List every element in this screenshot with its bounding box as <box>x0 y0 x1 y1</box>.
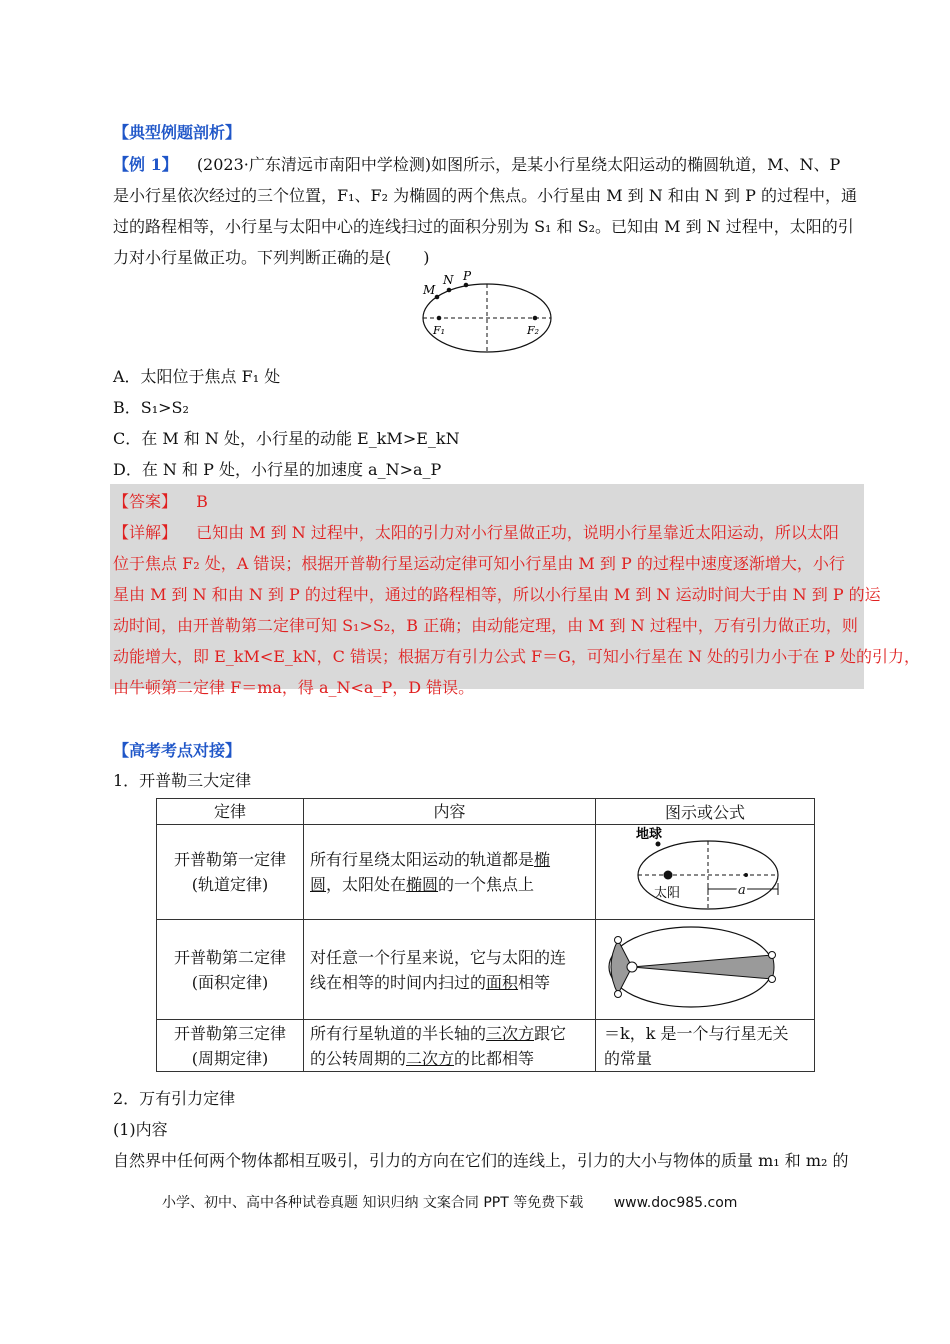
first-law-title: 开普勒第一定律 <box>173 850 286 869</box>
third-law-formula-1: ＝k，k 是一个与行星无关 <box>604 1023 789 1043</box>
point-p <box>464 283 469 288</box>
table-row-third-law <box>157 1020 815 1072</box>
planet-pos-2 <box>615 991 622 998</box>
second-law-text-2: 线在相等的时间内扫过的 <box>310 972 487 992</box>
detail-line-3: 星由 M 到 N 和由 N 到 P 的过程中，通过的路程相等，所以小行星由 M 到 N 运动时间大于由 N 到 P 的运 <box>113 585 881 604</box>
third-law-content <box>304 1020 596 1072</box>
second-law-title: 开普勒第二定律 <box>173 947 286 967</box>
option-a: A．太阳位于焦点 F₁ 处 <box>113 367 281 386</box>
answer-value: B <box>196 492 208 511</box>
second-law-text-1: 对任意一个行星来说，它与太阳的连 <box>310 947 567 967</box>
first-law-text-2: ，太阳处在 <box>326 875 407 894</box>
header-content: 内容 <box>304 799 596 825</box>
first-law-figure <box>596 825 815 920</box>
first-law-name <box>157 825 304 920</box>
option-c: C．在 M 和 N 处，小行星的动能 E_kM>E_kN <box>113 429 460 448</box>
gravitation-heading: 2．万有引力定律 <box>113 1089 236 1108</box>
focus-f1 <box>437 316 442 321</box>
label-f2: F₂ <box>527 324 540 337</box>
section-title-exam-points: 【高考考点对接】 <box>113 741 242 760</box>
detail-line-5: 动能增大，即 E_kM<E_kN，C 错误；根据万有引力公式 F＝G，可知小行星在 N 处的引力小于在 P 处的引力， <box>113 647 921 666</box>
orbit-figure <box>415 268 560 358</box>
footer <box>162 1192 737 1212</box>
second-law-area: 面积 <box>486 972 519 992</box>
third-law-text-4: 的比都相等 <box>454 1048 535 1068</box>
third-law-text-2: 跟它 <box>534 1023 567 1043</box>
second-law-alias: (面积定律) <box>191 972 269 992</box>
second-law-name <box>157 920 304 1020</box>
label-f1: F₁ <box>433 324 446 337</box>
planet-pos-1 <box>615 937 622 944</box>
earth-label: 地球 <box>636 827 663 842</box>
first-law-text-1: 所有行星绕太阳运动的轨道都是 <box>310 850 535 869</box>
detail-tag: 【详解】 <box>113 523 178 542</box>
example-line-4: 力对小行星做正功。下列判断正确的是( ) <box>113 248 430 267</box>
detail-line-1 <box>113 517 839 548</box>
detail-text-1: 已知由 M 到 N 过程中，太阳的引力对小行星做正功，说明小行星靠近太阳运动，所以太阳 <box>196 523 839 542</box>
second-law-diagram <box>596 920 806 1015</box>
option-b: B．S₁>S₂ <box>113 398 189 417</box>
third-law-text-3: 的公转周期的 <box>310 1048 407 1068</box>
point-m <box>435 295 440 300</box>
third-law-alias: (周期定律) <box>191 1048 269 1068</box>
third-law-formula <box>596 1020 815 1072</box>
earth-dot <box>656 842 661 847</box>
example-tag: 【例 1】 <box>113 155 178 174</box>
first-law-ellipse-3: 椭圆 <box>406 875 439 894</box>
second-law-text-3: 相等 <box>518 972 551 992</box>
label-n: N <box>443 273 454 287</box>
first-law-content <box>304 825 596 920</box>
example-line-1 <box>113 149 840 180</box>
example-line-2: 是小行星依次经过的三个位置，F₁、F₂ 为椭圆的两个焦点。小行星由 M 到 N 和由 N 到 P 的过程中，通 <box>113 186 857 205</box>
focus-f2 <box>533 316 538 321</box>
first-law-ellipse-2: 圆 <box>310 875 327 894</box>
label-p: P <box>463 269 472 283</box>
third-law-title: 开普勒第三定律 <box>173 1023 286 1043</box>
kepler-table <box>156 798 815 1072</box>
semi-major-label: a <box>738 883 746 898</box>
second-law-content <box>304 920 596 1020</box>
second-law-figure <box>596 920 815 1020</box>
point-n <box>447 288 452 293</box>
footer-text: 小学、初中、高中各种试卷真题 知识归纳 文案合同 PPT 等免费下载 <box>162 1195 584 1211</box>
focus-dot <box>744 873 748 877</box>
answer-tag: 【答案】 <box>113 492 178 511</box>
example-text-1: (2023·广东清远市南阳中学检测)如图所示，是某小行星绕太阳运动的椭圆轨道，M、N、P <box>196 155 841 174</box>
table-header-row <box>157 799 815 825</box>
gravitation-subheading: (1)内容 <box>113 1120 168 1139</box>
first-law-ellipse-1: 椭 <box>534 850 551 869</box>
label-m: M <box>423 283 436 297</box>
answer-line <box>113 486 208 517</box>
detail-line-6: 由牛顿第二定律 F＝ma，得 a_N<a_P，D 错误。 <box>113 678 475 697</box>
detail-line-2: 位于焦点 F₂ 处，A 错误；根据开普勒行星运动定律可知小行星由 M 到 P 的过程中速度逐渐增大，小行 <box>113 554 845 573</box>
third-law-formula-2: 的常量 <box>604 1048 653 1068</box>
section-title-examples: 【典型例题剖析】 <box>113 123 242 142</box>
table-row-second-law <box>157 920 815 1020</box>
planet-pos-3 <box>769 952 776 959</box>
first-law-alias: (轨道定律) <box>191 875 269 894</box>
planet-pos-4 <box>769 976 776 983</box>
third-law-cube: 三次方 <box>486 1023 535 1043</box>
third-law-text-1: 所有行星轨道的半长轴的 <box>310 1023 487 1043</box>
footer-url[interactable]: www.doc985.com <box>613 1195 738 1211</box>
option-d: D．在 N 和 P 处，小行星的加速度 a_N>a_P <box>113 460 442 479</box>
table-row-first-law <box>157 825 815 920</box>
swept-area-right <box>632 955 774 979</box>
header-law: 定律 <box>157 799 304 825</box>
sun-circle <box>627 962 637 972</box>
sun-label: 太阳 <box>654 886 681 901</box>
sun-dot <box>664 871 673 880</box>
third-law-square: 二次方 <box>406 1048 455 1068</box>
third-law-name <box>157 1020 304 1072</box>
header-figure: 图示或公式 <box>596 799 815 825</box>
detail-line-4: 动时间，由开普勒第二定律可知 S₁>S₂，B 正确；由动能定理，由 M 到 N 过程中，万有引力做正功，则 <box>113 616 858 635</box>
gravitation-text: 自然界中任何两个物体都相互吸引，引力的方向在它们的连线上，引力的大小与物体的质量 m₁ 和 m₂ 的 <box>113 1151 849 1170</box>
first-law-text-3: 的一个焦点上 <box>438 875 535 894</box>
kepler-heading: 1．开普勒三大定律 <box>113 771 252 790</box>
first-law-diagram <box>596 825 806 915</box>
example-line-3: 过的路程相等，小行星与太阳中心的连线扫过的面积分别为 S₁ 和 S₂。已知由 M 到 N 过程中，太阳的引 <box>113 217 854 236</box>
